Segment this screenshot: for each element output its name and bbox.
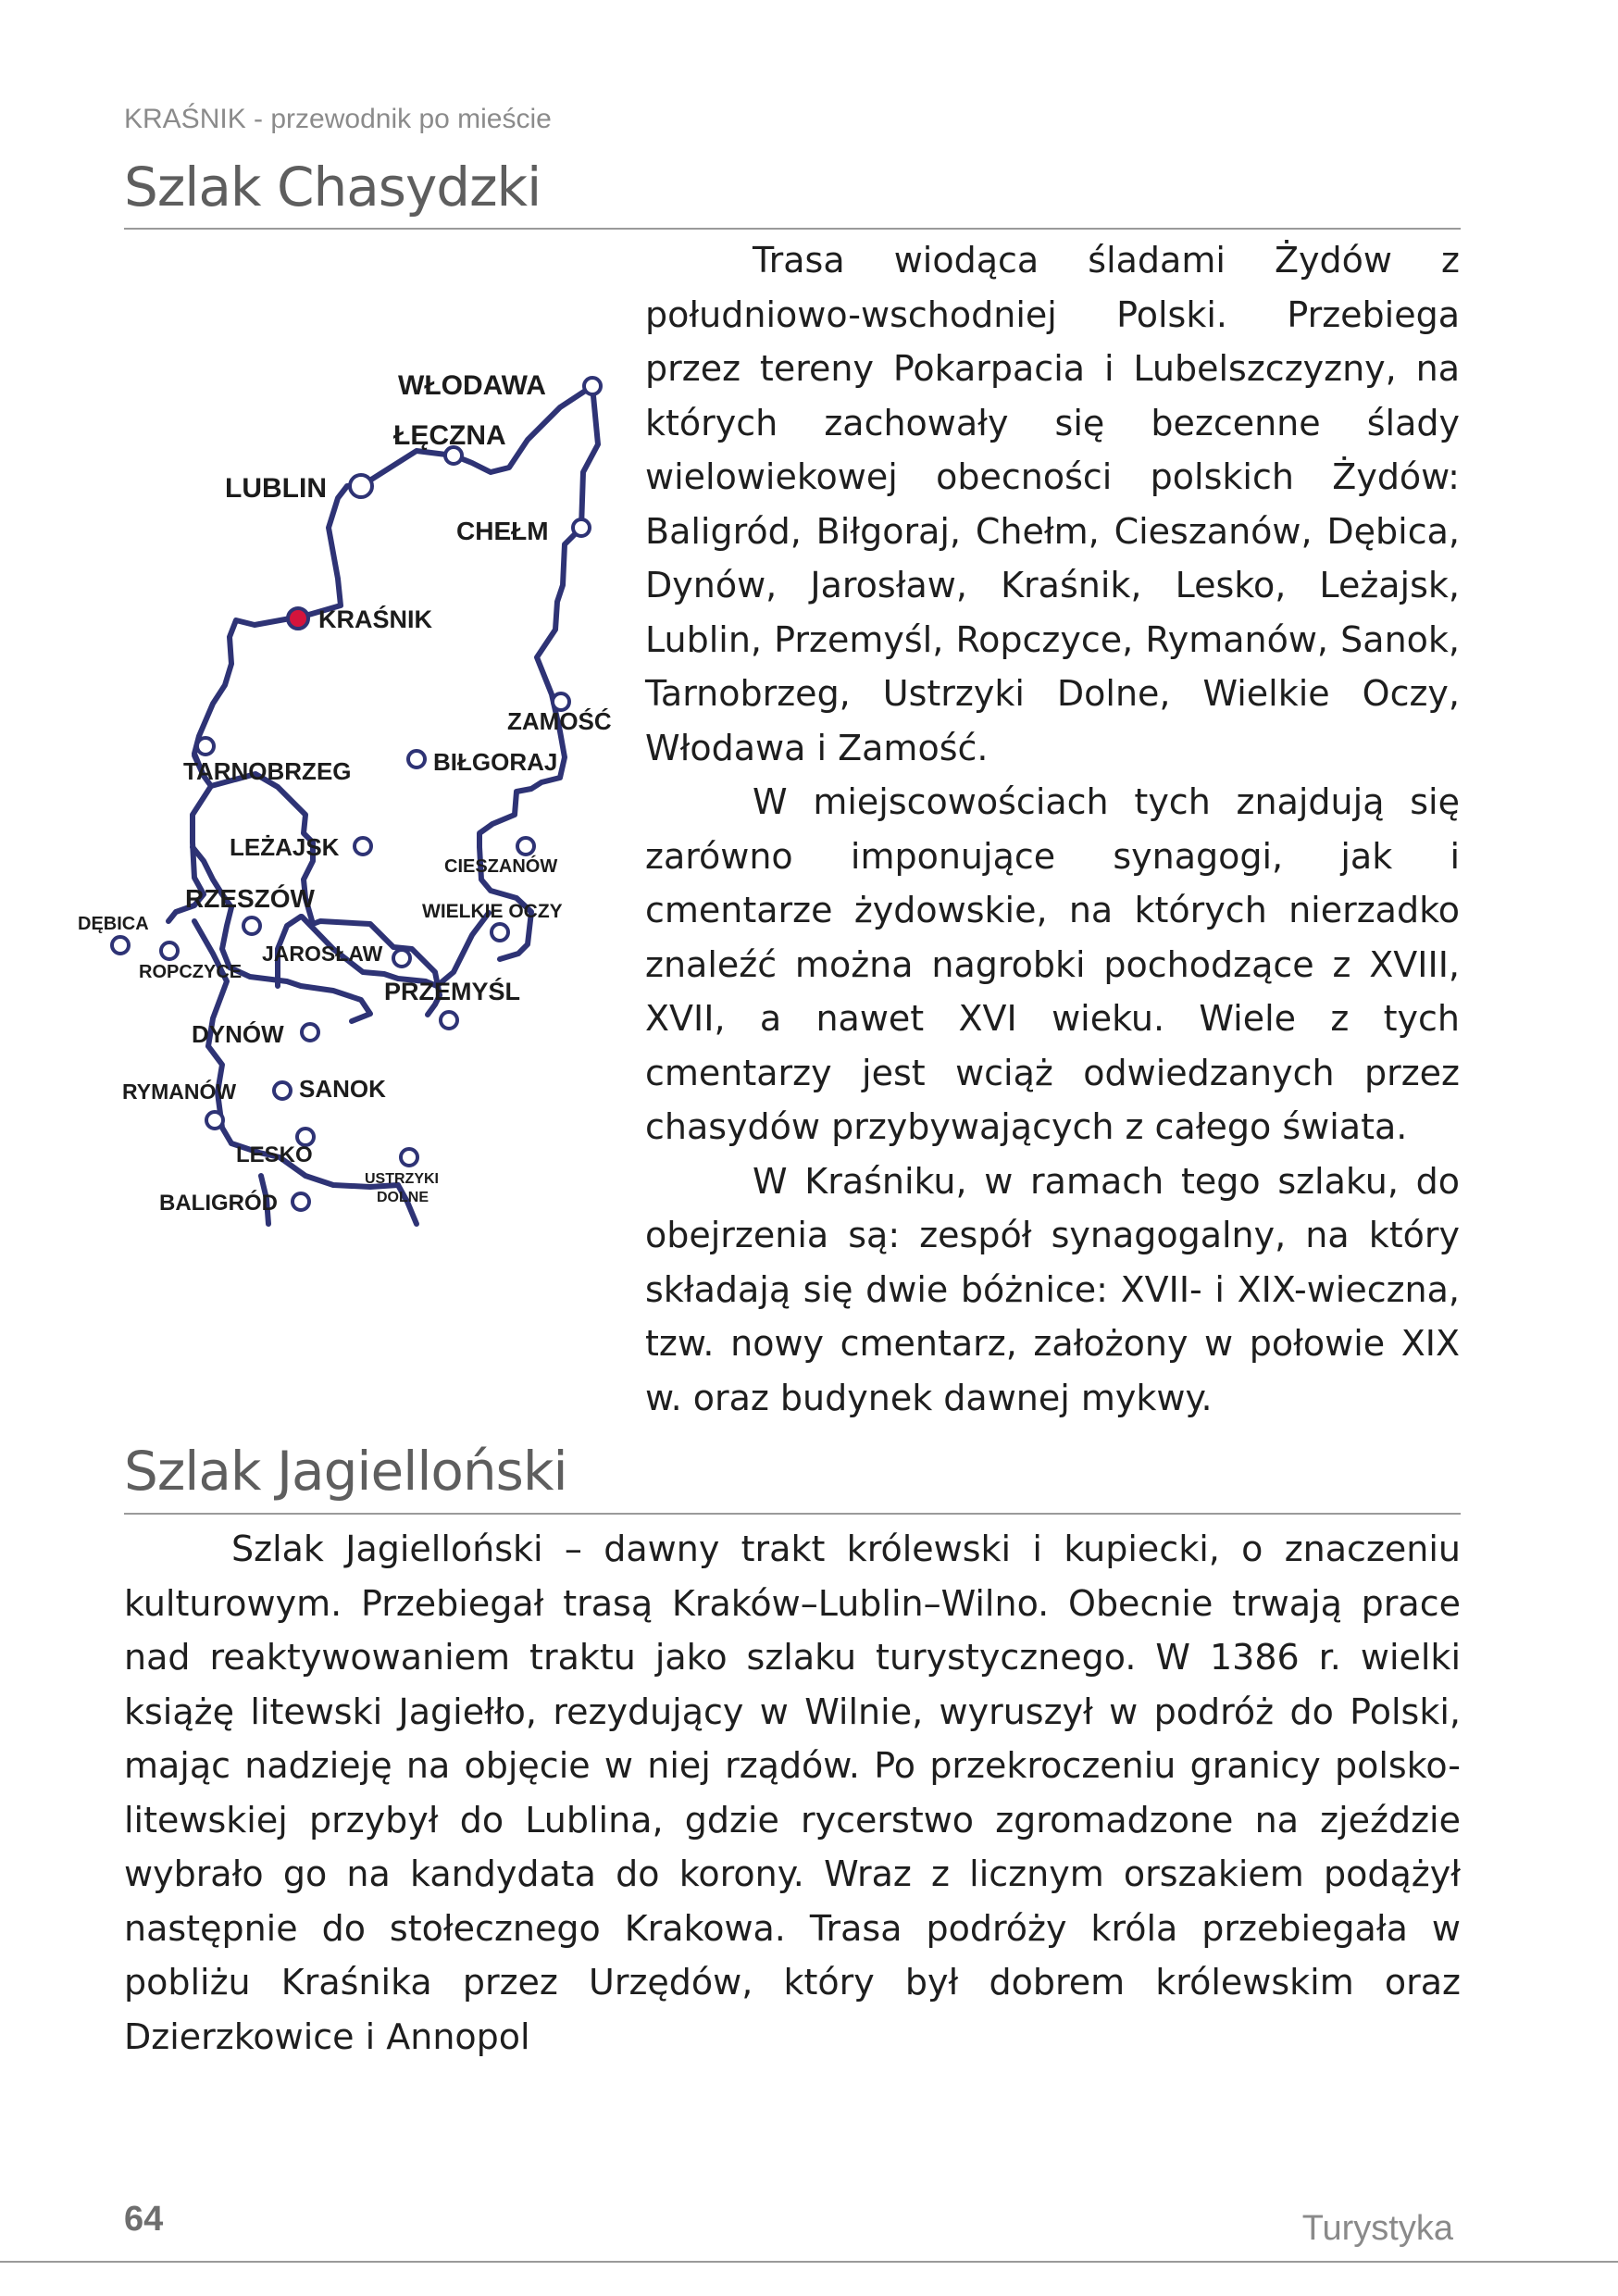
label-lesko: LESKO	[236, 1142, 313, 1167]
route-line-branch-6	[437, 913, 489, 986]
stop-cieszanow	[517, 838, 534, 855]
stop-krasnik	[288, 608, 308, 629]
page-number: 64	[124, 2200, 164, 2239]
footer-divider	[0, 2261, 1618, 2263]
stop-lublin	[350, 475, 372, 497]
route-map	[65, 343, 639, 1231]
label-sanok: SANOK	[299, 1075, 386, 1103]
paragraph: W miejscowościach tych znajdują się zarówno imponujące synagogi, jak i cmentarze żydowskie, na których nierzadko znaleźć można nagrobki pochodzące z XVIII, XVII, a nawet XVI wieku. Wiele z tych cmentarzy jest wciąż odwiedzanych przez chasydów przybywających z całego świata.	[645, 781, 1460, 1147]
stop-debica	[112, 937, 129, 954]
label-baligrod: BALIGRÓD	[159, 1191, 278, 1216]
stop-przemysl	[441, 1012, 457, 1029]
label-chelm: CHEŁM	[456, 517, 549, 545]
label-debica: DĘBICA	[78, 914, 149, 934]
label-rzeszow: RZESZÓW	[185, 884, 315, 913]
label-ustrzyki-dolne: DOLNE	[377, 1190, 429, 1205]
paragraph: W Kraśniku, w ramach tego szlaku, do obejrzenia są: zespół synagogalny, na który składają się dwie bóżnice: XVII- i XIX-wieczna, tzw. nowy cmentarz, założony w połowie XIX w. oraz budynek dawnej mykwy.	[645, 1160, 1460, 1418]
stop-baligrod	[292, 1193, 309, 1210]
stop-chelm	[573, 519, 590, 536]
label-ustrzyki: USTRZYKI	[365, 1171, 439, 1187]
stop-lezajsk	[355, 838, 371, 855]
label-wielkie-oczy: WIELKIE OCZY	[422, 901, 563, 922]
paragraph: Trasa wiodąca śladami Żydów z południowo-wschodniej Polski. Przebiega przez tereny Pokarpacia i Lubelszczyzny, na których zachowały się bezcenne ślady wielowiekowej obecności polskich Żydów: Baligród, Biłgoraj, Chełm, Cieszanów, Dębica, Dynów, Jarosław, Kraśnik, Lesko, Leżajsk, Lublin, Przemyśl, Ropczyce, Rymanów, Sanok, Tarnobrzeg, Ustrzyki Dolne, Wielkie Oczy, Włodawa i Zamość.	[645, 240, 1460, 768]
stop-ustrzyki	[401, 1149, 417, 1166]
label-cieszanow: CIESZANÓW	[444, 856, 558, 877]
label-tarnobrzeg: TARNOBRZEG	[183, 757, 352, 785]
stop-tarnobrzeg	[197, 738, 214, 755]
stop-rzeszow	[243, 917, 260, 934]
stop-dynow	[302, 1024, 318, 1041]
title-divider	[124, 1513, 1461, 1515]
label-przemysl: PRZEMYŚL	[384, 978, 521, 1005]
chasydzki-text	[645, 233, 1460, 1425]
stop-sanok	[274, 1082, 291, 1099]
label-wlodawa: WŁODAWA	[398, 370, 546, 401]
stop-bilgoraj	[408, 751, 425, 767]
stop-jaroslaw	[393, 950, 410, 967]
stop-wlodawa	[584, 378, 601, 394]
label-lezajsk: LEŻAJSK	[230, 833, 340, 861]
paragraph: Szlak Jagielloński – dawny trakt królewski i kupiecki, o znaczeniu kulturowym. Przebiegał trasą Kraków–Lublin–Wilno. Obecnie trwają prace nad reaktywowaniem traktu jako szlaku turystycznego. W 1386 r. wielki książę litewski Jagiełło, rezydujący w Wilnie, wyruszył w podróż do Polski, mając nadzieję na objęcie w niej rządów. Po przekroczeniu granicy polsko-litewskiej przybył do Lublina, gdzie rycerstwo zgromadzone na zjeździe wybrało go na kandydata do korony. Wraz z licznym orszakiem podążył następnie do stołecznego Krakowa. Trasa podróży króla przebiegała w pobliżu Kraśnika przez Urzędów, który był dobrem królewskim oraz Dzierzkowice i Annopol	[124, 1529, 1461, 2057]
label-ropczyce: ROPCZYCE	[139, 962, 243, 982]
label-lublin: LUBLIN	[225, 473, 327, 504]
label-krasnik: KRAŚNIK	[318, 605, 433, 633]
title-divider	[124, 228, 1461, 230]
running-title: KRAŚNIK - przewodnik po mieście	[124, 104, 552, 134]
stop-wielkie-oczy	[492, 924, 508, 941]
section-title-jagiellonski: Szlak Jagielloński	[124, 1440, 567, 1503]
stop-ropczyce	[161, 942, 178, 959]
label-jaroslaw: JAROSŁAW	[262, 942, 383, 966]
label-zamosc: ZAMOŚĆ	[507, 707, 612, 735]
label-leczna: ŁĘCZNA	[393, 420, 506, 451]
jagiellonski-text	[124, 1522, 1461, 2064]
section-name: Turystyka	[1301, 2209, 1453, 2248]
label-rymanow: RYMANÓW	[122, 1079, 237, 1104]
city-labels	[78, 370, 612, 1216]
section-title-chasydzki: Szlak Chasydzki	[124, 156, 541, 218]
label-bilgoraj: BIŁGORAJ	[433, 748, 558, 776]
label-dynow: DYNÓW	[192, 1020, 284, 1048]
stop-rymanow	[206, 1112, 223, 1129]
